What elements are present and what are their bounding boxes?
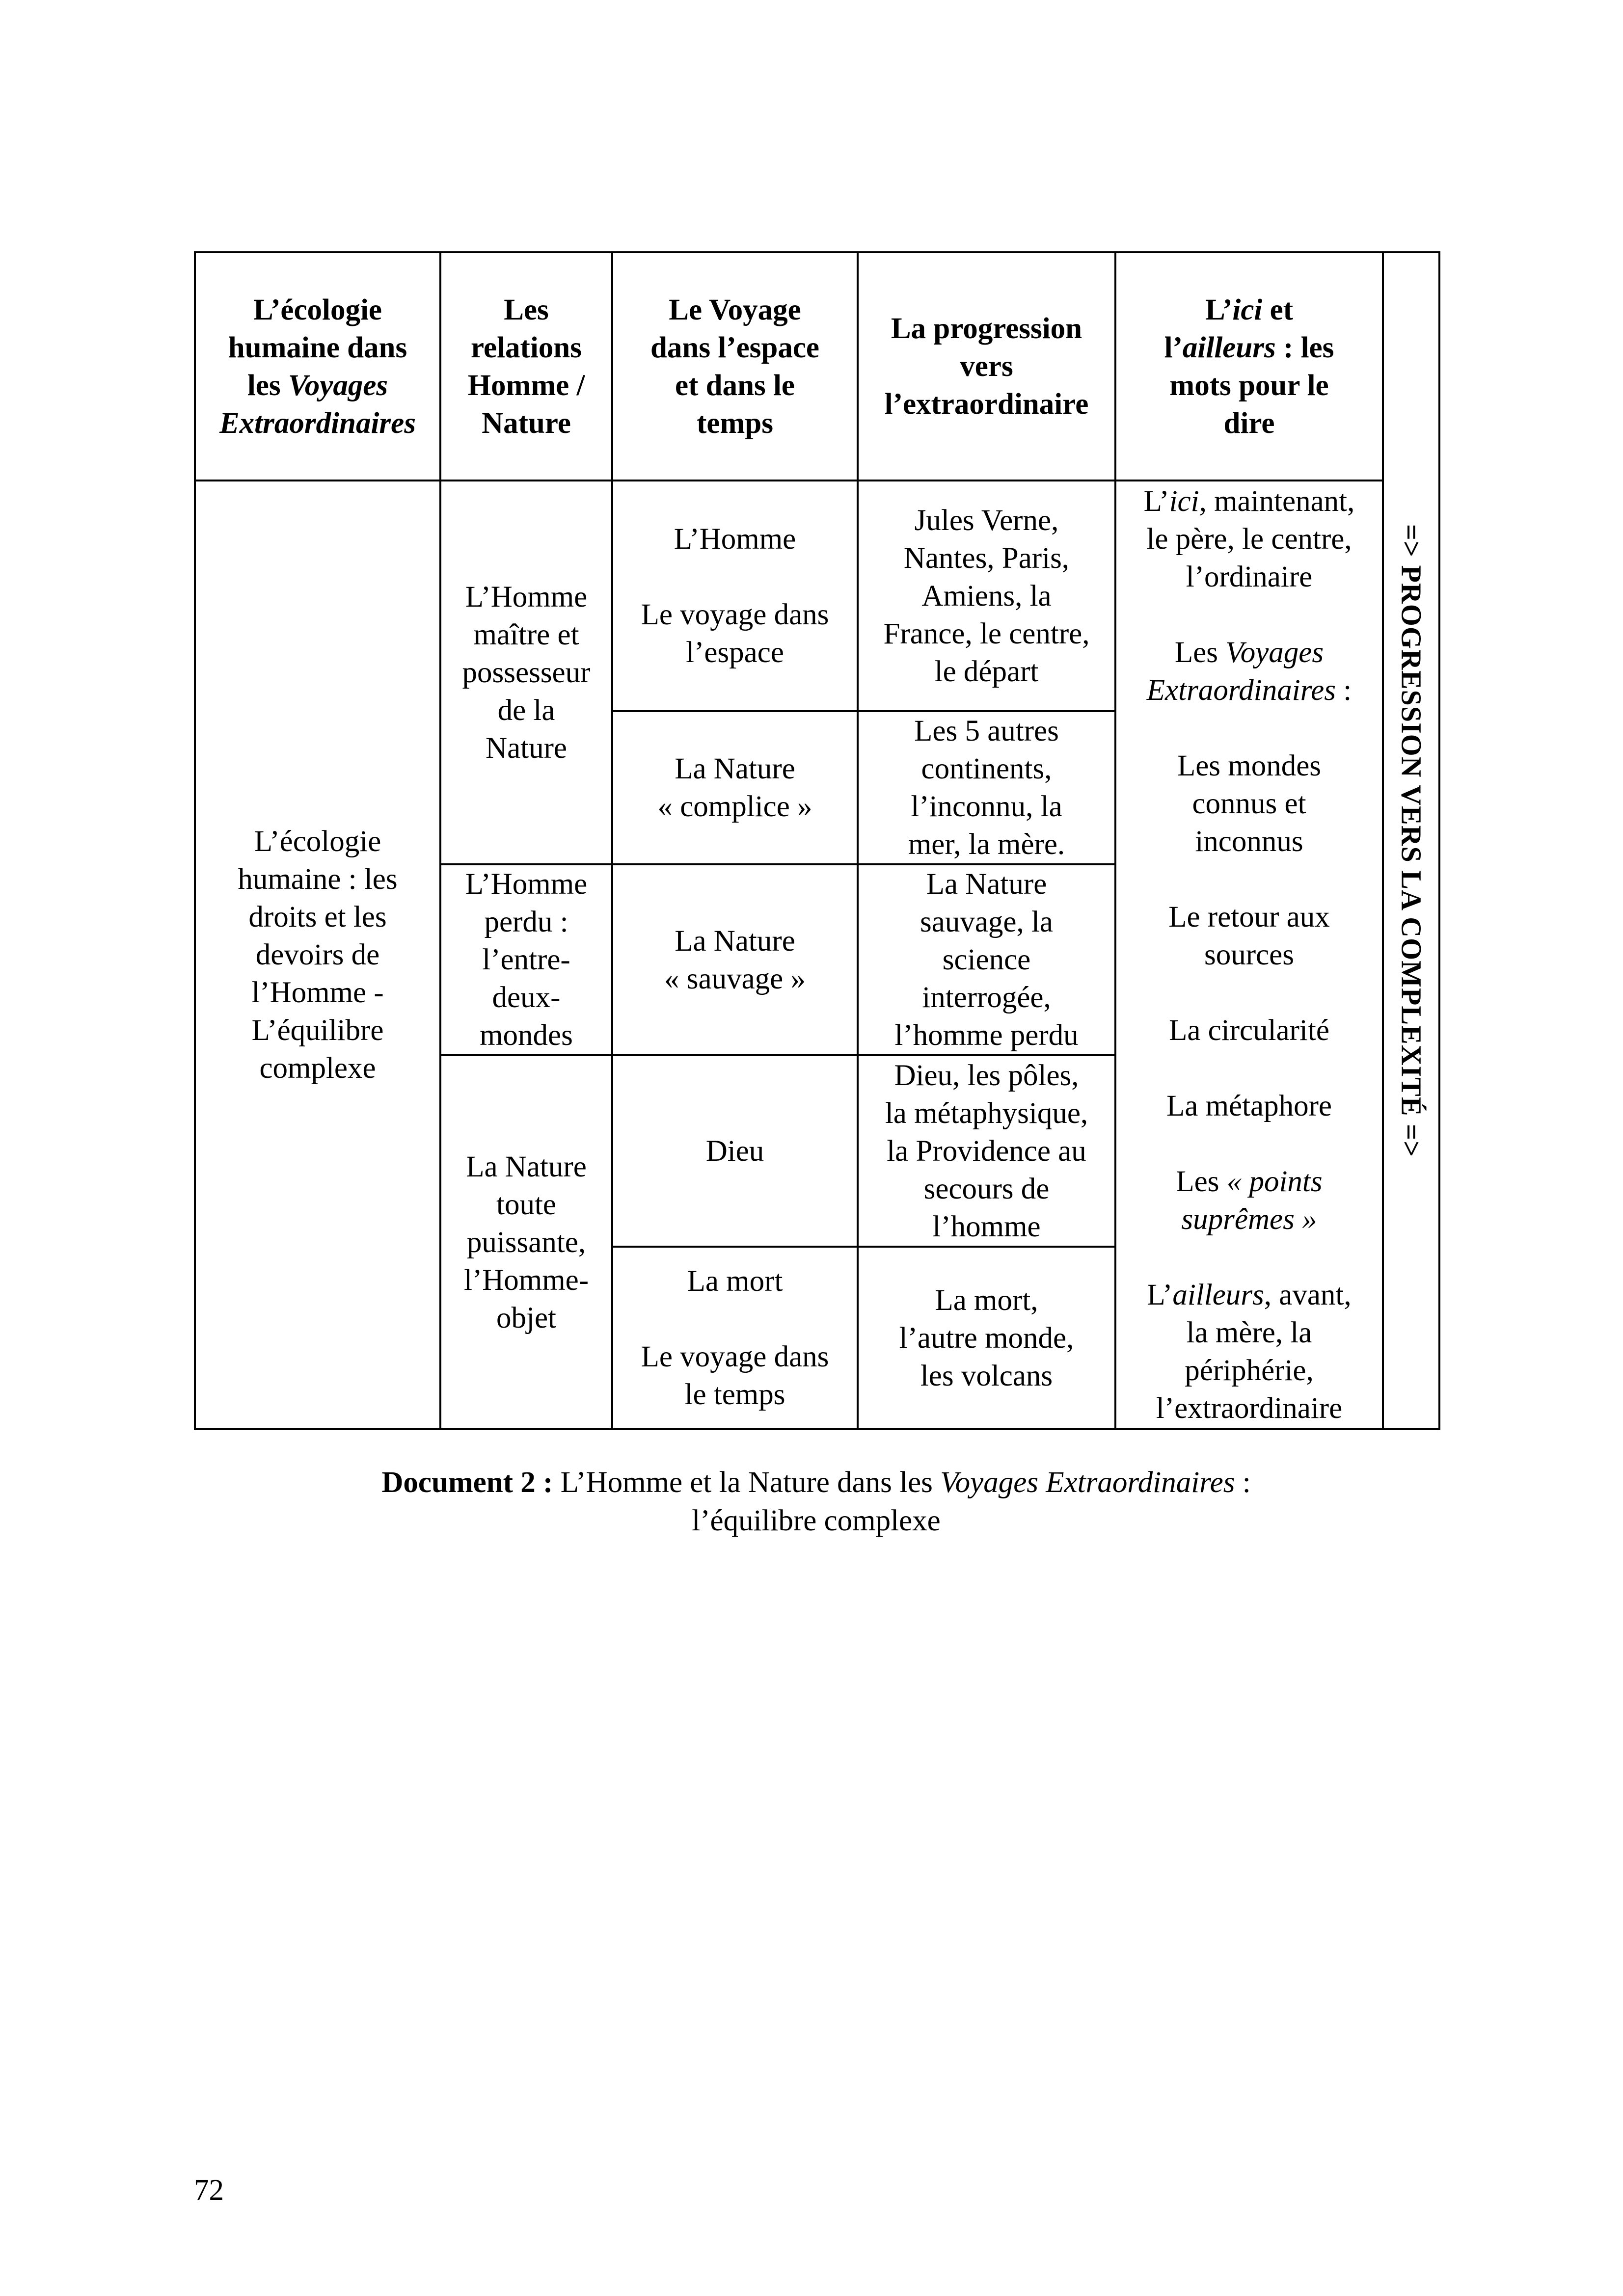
cell-line: L’équilibre — [251, 1014, 384, 1047]
cell-line: Dieu, les pôles, — [894, 1059, 1079, 1092]
cell-line: L’Homme — [465, 868, 588, 901]
cell-line: deux- — [492, 981, 561, 1014]
table-row — [195, 481, 1439, 711]
header-text: dire — [1223, 406, 1275, 440]
caption-italic: Voyages Extraordinaires — [940, 1466, 1235, 1499]
cell-line: inconnus — [1195, 825, 1303, 858]
header-text: relations — [471, 331, 582, 364]
cell-line: Le voyage dans — [641, 598, 829, 631]
header-voyage — [612, 252, 858, 481]
cell-italic: suprêmes » — [1181, 1203, 1317, 1236]
cell-italic: « points — [1226, 1165, 1323, 1198]
cell-line: France, le centre, — [883, 617, 1090, 650]
cell-line: Nature — [486, 731, 567, 765]
cell-line: perdu : — [484, 906, 568, 938]
summary-table — [194, 251, 1440, 1430]
cell-line: mer, la mère. — [908, 828, 1065, 861]
cell-line: l’entre- — [482, 943, 570, 976]
cell-metaphysique — [858, 1055, 1115, 1247]
cell-homme-perdu — [440, 864, 612, 1055]
cell-dieu — [612, 1055, 858, 1247]
cell-line: Le retour aux — [1168, 901, 1330, 934]
cell-autres-continents — [858, 711, 1115, 864]
header-text: et dans le — [675, 369, 795, 402]
page-number: 72 — [194, 2174, 224, 2207]
cell-line: L’Homme — [674, 523, 796, 556]
cell-jules-verne — [858, 481, 1115, 711]
cell-line: l’extraordinaire — [1156, 1392, 1343, 1425]
cell-line: sauvage, la — [920, 906, 1053, 938]
header-text-italic: Voyages — [288, 369, 388, 402]
cell-volcans — [858, 1247, 1115, 1429]
cell-line: La Nature — [926, 868, 1047, 901]
cell-line: les volcans — [920, 1359, 1053, 1392]
cell-line: Jules Verne, — [914, 504, 1059, 537]
header-text: humaine dans — [228, 331, 407, 364]
cell-line: l’homme perdu — [894, 1019, 1079, 1052]
cell-line: l’Homme - — [251, 976, 384, 1009]
cell-ecologie-humaine — [195, 481, 440, 1429]
cell-line: « complice » — [657, 790, 812, 823]
header-text: dans l’espace — [650, 331, 819, 364]
cell-line: humaine : les — [238, 863, 398, 896]
document-caption — [194, 1464, 1438, 1540]
cell-line: sources — [1204, 938, 1294, 971]
cell-line: : — [1335, 674, 1352, 707]
cell-mort-temps — [612, 1247, 858, 1429]
cell-line: La Nature — [675, 924, 795, 958]
header-text: les — [247, 369, 288, 402]
cell-line: La Nature — [466, 1150, 587, 1183]
caption-text: L’Homme et la Nature dans les — [553, 1466, 941, 1499]
cell-homme-espace — [612, 481, 858, 711]
cell-line: le père, le centre, — [1146, 523, 1352, 556]
cell-line: devoirs de — [255, 938, 380, 971]
cell-line: La mort — [687, 1265, 783, 1298]
cell-line: possesseur — [462, 656, 591, 689]
cell-line: L’ — [1143, 485, 1169, 518]
cell-italic: Voyages — [1225, 636, 1324, 669]
progression-arrow-cell — [1383, 252, 1439, 1429]
cell-line: l’homme — [932, 1210, 1041, 1243]
header-row — [195, 252, 1439, 481]
cell-line: l’autre monde, — [899, 1321, 1074, 1355]
cell-homme-maitre — [440, 481, 612, 864]
header-text: temps — [697, 406, 773, 440]
header-text: Homme / — [467, 369, 585, 402]
cell-line: objet — [496, 1301, 556, 1335]
header-text: L’écologie — [253, 293, 382, 326]
cell-science-interrogee — [858, 864, 1115, 1055]
header-ici-ailleurs — [1115, 252, 1383, 481]
cell-line: puissante, — [466, 1226, 586, 1259]
header-text: : les — [1275, 331, 1334, 364]
cell-line: La circularité — [1169, 1014, 1329, 1047]
cell-line: secours de — [923, 1172, 1050, 1205]
cell-line: la métaphysique, — [885, 1096, 1088, 1130]
cell-line: connus et — [1192, 787, 1306, 820]
cell-italic: ici — [1169, 485, 1199, 518]
cell-line: périphérie, — [1185, 1354, 1314, 1387]
cell-italic: Extraordinaires — [1146, 674, 1336, 707]
cell-italic: ailleurs — [1172, 1279, 1264, 1311]
cell-line: La Nature — [675, 752, 795, 785]
cell-line: complexe — [259, 1052, 376, 1085]
cell-line: Les mondes — [1177, 749, 1322, 782]
cell-line: interrogée, — [922, 981, 1051, 1014]
cell-nature-sauvage — [612, 864, 858, 1055]
cell-line: toute — [496, 1188, 556, 1221]
cell-line: l’inconnu, la — [911, 790, 1062, 823]
header-ecologie — [195, 252, 440, 481]
cell-line: Amiens, la — [921, 579, 1052, 613]
header-text: et — [1262, 293, 1294, 326]
cell-line: La mort, — [935, 1283, 1038, 1317]
cell-line: Le voyage dans — [641, 1340, 829, 1373]
cell-line: Dieu — [705, 1134, 764, 1168]
header-text-italic: ailleurs — [1182, 331, 1276, 364]
cell-line: Les — [1174, 636, 1226, 669]
cell-line: l’espace — [686, 636, 784, 669]
cell-line: , avant, — [1264, 1279, 1352, 1311]
cell-line: continents, — [921, 752, 1052, 785]
cell-line: maître et — [473, 618, 579, 651]
header-relations — [440, 252, 612, 481]
cell-line: de la — [497, 694, 555, 727]
cell-nature-complice — [612, 711, 858, 864]
cell-line: l’ordinaire — [1186, 561, 1313, 593]
caption-label: Document 2 : — [381, 1466, 553, 1499]
cell-line: science — [942, 943, 1031, 976]
cell-line: , maintenant, — [1199, 485, 1355, 518]
cell-line: l’Homme- — [463, 1263, 589, 1297]
progression-vertical-label: => PROGRESSION VERS LA COMPLEXITÉ => — [1395, 524, 1427, 1158]
header-text: L’ — [1205, 293, 1233, 326]
cell-mots-pour-le-dire — [1115, 481, 1383, 1429]
header-progression — [858, 252, 1115, 481]
cell-line: L’ — [1147, 1279, 1173, 1311]
cell-line: Les — [1176, 1165, 1227, 1198]
cell-line: Les 5 autres — [914, 715, 1059, 748]
cell-nature-toute-puissante — [440, 1055, 612, 1429]
cell-line: « sauvage » — [664, 962, 806, 995]
cell-line: mondes — [480, 1019, 573, 1052]
header-text-italic: ici — [1232, 293, 1263, 326]
header-text: Nature — [482, 406, 571, 440]
header-text: l’ — [1164, 331, 1183, 364]
caption-text: l’équilibre complexe — [692, 1504, 941, 1537]
cell-line: la mère, la — [1186, 1316, 1312, 1349]
cell-line: droits et les — [248, 901, 387, 934]
cell-line: L’Homme — [465, 580, 588, 614]
cell-line: La métaphore — [1166, 1090, 1332, 1122]
header-text: La progression — [891, 312, 1082, 345]
caption-text: : — [1235, 1466, 1251, 1499]
header-text: mots pour le — [1169, 369, 1329, 402]
cell-line: Nantes, Paris, — [903, 541, 1070, 575]
cell-line: L’écologie — [254, 825, 381, 858]
header-text: l’extraordinaire — [884, 388, 1089, 421]
header-text: Le Voyage — [669, 293, 801, 326]
cell-line: le temps — [684, 1378, 785, 1411]
header-text: vers — [960, 350, 1013, 383]
cell-line: la Providence au — [887, 1134, 1086, 1168]
header-text: Les — [504, 293, 549, 326]
header-text-italic: Extraordinaires — [219, 406, 416, 440]
cell-line: le départ — [934, 655, 1039, 688]
